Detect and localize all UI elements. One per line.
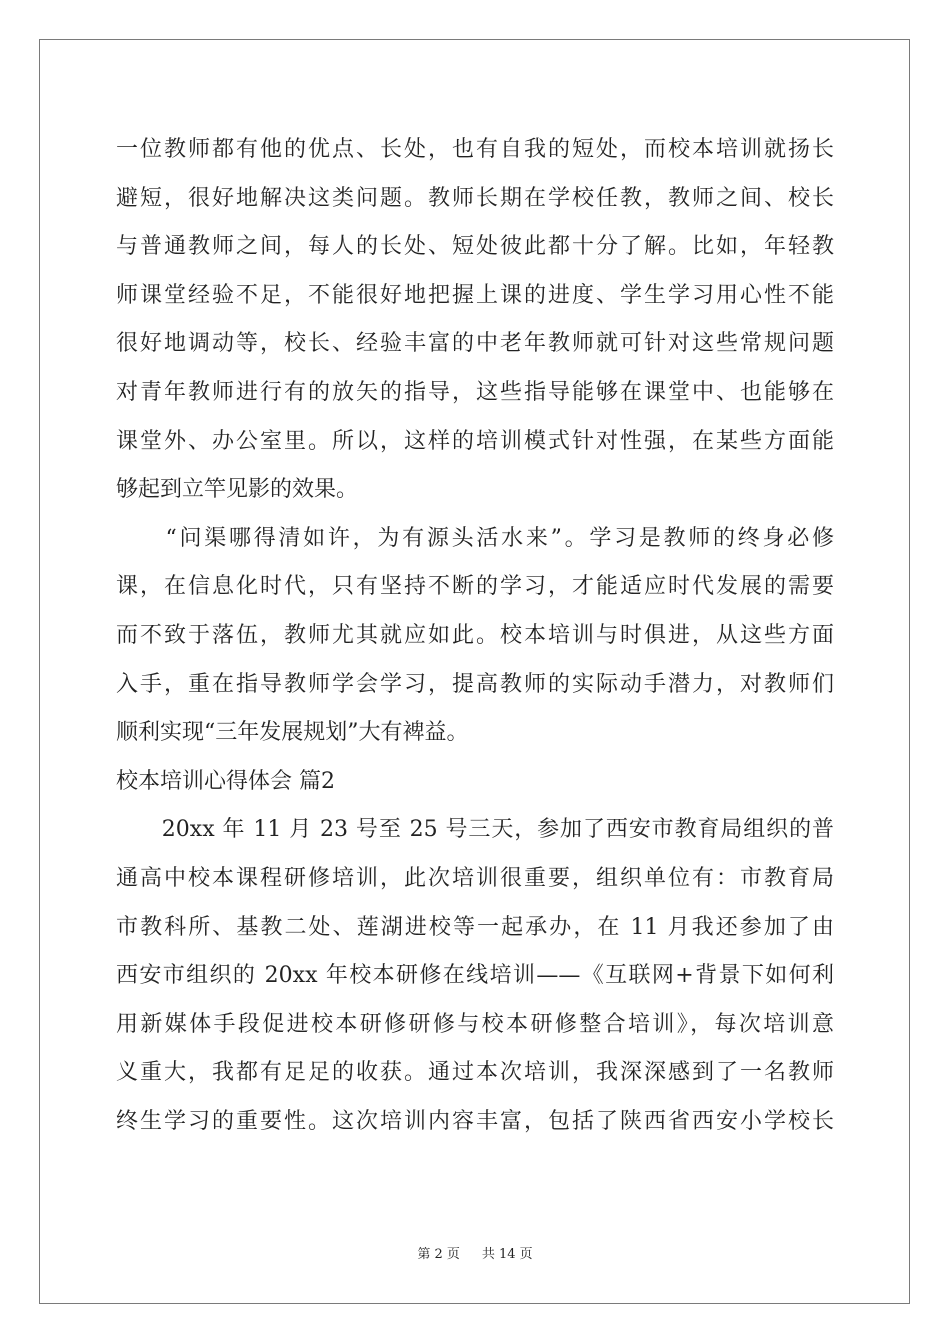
text-line: 西安市组织的 20xx 年校本研修在线培训——《互联网+背景下如何利 — [116, 963, 834, 989]
text-line: 避短，很好地解决这类问题。教师长期在学校任教，教师之间、校长 — [116, 185, 834, 211]
text-line: 20xx 年 11 月 23 号至 25 号三天，参加了西安市教育局组织的普 — [116, 817, 834, 843]
document-body — [116, 126, 834, 1146]
page-total: 共 14 页 — [481, 1247, 533, 1262]
text-line: 市教科所、基教二处、莲湖进校等一起承办，在 11 月我还参加了由 — [116, 914, 834, 940]
text-line: 课堂外、办公室里。所以，这样的培训模式针对性强，在某些方面能 — [116, 428, 834, 454]
text-line: 终生学习的重要性。这次培训内容丰富，包括了陕西省西安小学校长 — [116, 1108, 834, 1134]
text-line: “问渠哪得清如许，为有源头活水来”。学习是教师的终身必修 — [116, 525, 834, 551]
text-line: 通高中校本课程研修培训，此次培训很重要，组织单位有：市教育局 — [116, 865, 834, 891]
text-line: 而不致于落伍，教师尤其就应如此。校本培训与时俱进，从这些方面 — [116, 622, 834, 648]
text-line: 一位教师都有他的优点、长处，也有自我的短处，而校本培训就扬长 — [116, 137, 834, 162]
text-line: 入手，重在指导教师学会学习，提高教师的实际动手潜力，对教师们 — [116, 671, 834, 697]
page-footer — [0, 1246, 950, 1264]
text-line: 课，在信息化时代，只有坚持不断的学习，才能适应时代发展的需要 — [116, 574, 834, 600]
text-line: 与普通教师之间，每人的长处、短处彼此都十分了解。比如，年轻教 — [116, 234, 834, 260]
text-line: 师课堂经验不足，不能很好地把握上课的进度、学生学习用心性不能 — [116, 282, 834, 308]
page-number: 第 2 页 — [417, 1247, 460, 1262]
text-line: 用新媒体手段促进校本研修研修与校本研修整合培训》，每次培训意 — [116, 1011, 834, 1037]
section-heading: 校本培训心得体会 篇2 — [116, 768, 335, 794]
text-line: 很好地调动等，校长、经验丰富的中老年教师就可针对这些常规问题 — [116, 331, 834, 357]
text-line: 够起到立竿见影的效果。 — [116, 477, 359, 503]
text-line: 义重大，我都有足足的收获。通过本次培训，我深深感到了一名教师 — [116, 1060, 834, 1086]
text-line: 对青年教师进行有的放矢的指导，这些指导能够在课堂中、也能够在 — [116, 379, 834, 405]
text-line: 顺利实现“三年发展规划”大有裨益。 — [116, 720, 469, 746]
